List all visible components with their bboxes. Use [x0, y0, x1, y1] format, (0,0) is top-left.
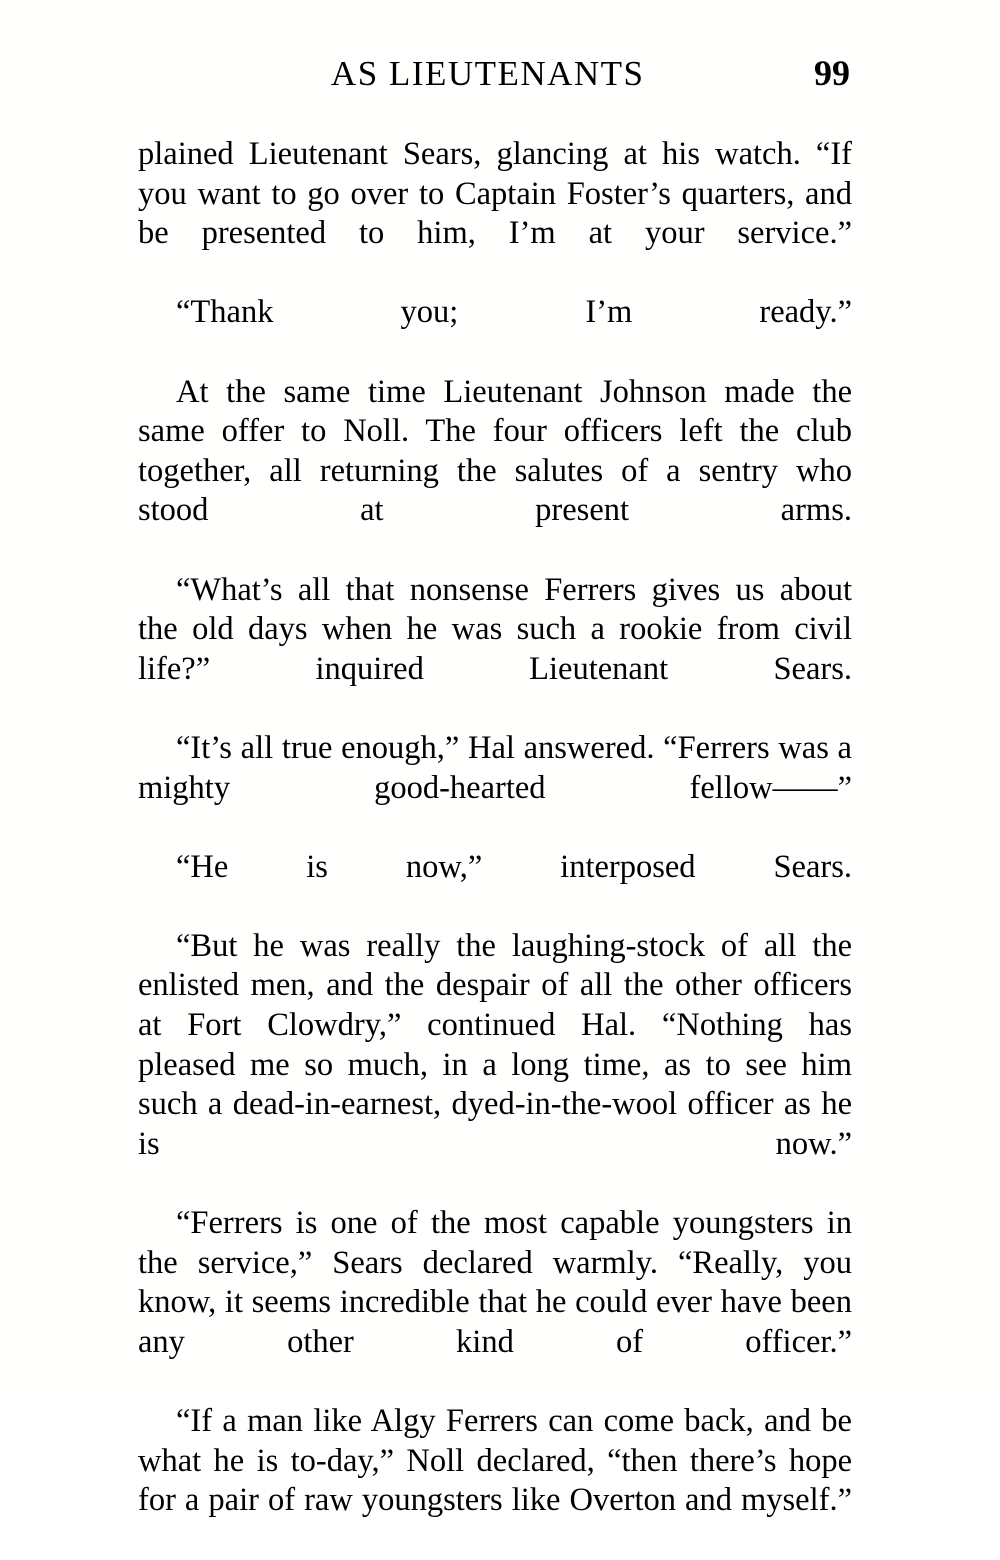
paragraph: “It’s all true enough,” Hal answered. “Ferrers was a mighty good-hearted fellow——” [138, 729, 852, 806]
page-number: 99 [814, 53, 850, 93]
page-header [138, 54, 850, 98]
paragraph: “What’s all that nonsense Ferrers gives us about the old days when he was such a rookie from civil life?” inquired Lieutenant Sears. [138, 571, 852, 687]
paragraph: “Ferrers is one of the most capable youngsters in the service,” Sears declared warmly. “Really, you know, it seems incredible that he could ever have been any other kind of officer.” [138, 1205, 852, 1360]
paragraph: plained Lieutenant Sears, glancing at his watch. “If you want to go over to Captain Foster’s quarters, and be presented to him, I’m at your service.” [138, 136, 852, 252]
paragraph: “Thank you; I’m ready.” [176, 294, 852, 331]
paragraph: “But he was really the laughing-stock of all the enlisted men, and the despair of all the other officers at Fort Clowdry,” continued Hal. “Nothing has pleased me so much, in a long time, as to see him such a dead-in-earnest, dyed-in-the-wool officer as he is now.” [138, 927, 852, 1162]
running-title: AS LIEUTENANTS [330, 54, 645, 93]
page-body [138, 135, 852, 1560]
paragraph: “He is now,” interposed Sears. [176, 848, 852, 885]
paragraph: At the same time Lieutenant Johnson made the same offer to Noll. The four officers left the club together, all returning the salutes of a sentry who stood at present arms. [138, 373, 852, 529]
paragraph: “If a man like Algy Ferrers can come back, and be what he is to-day,” Noll declared, “then there’s hope for a pair of raw youngsters like Overton and myself.” [138, 1403, 852, 1519]
